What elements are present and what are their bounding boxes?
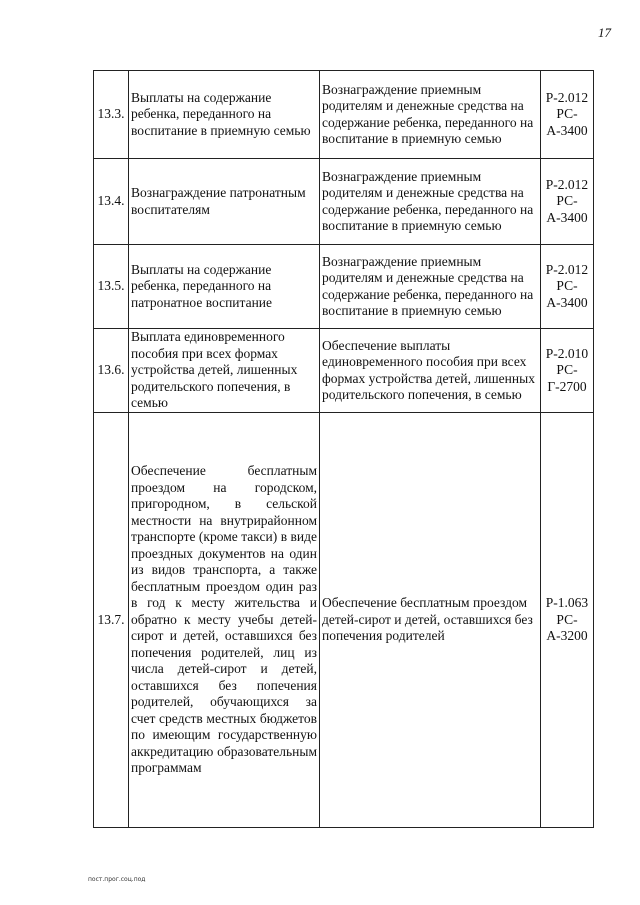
service-code: Р-2.012 РС-А-3400: [541, 71, 594, 159]
row-number: 13.4.: [94, 159, 129, 245]
service-name: Выплаты на содержание ребенка, переданного на воспитание в приемную семью: [129, 71, 320, 159]
service-result: Вознаграждение приемным родителям и денежные средства на содержание ребенка, переданного на воспитание в приемную семью: [320, 159, 541, 245]
service-result: Обеспечение бесплатным проездом детей-сирот и детей, оставшихся без попечения родителей: [320, 413, 541, 828]
table-row: [94, 159, 594, 245]
service-name: Вознаграждение патронатным воспитателям: [129, 159, 320, 245]
row-number: 13.5.: [94, 245, 129, 329]
table-row: [94, 71, 594, 159]
service-code: Р-1.063 РС-А-3200: [541, 413, 594, 828]
row-number: 13.3.: [94, 71, 129, 159]
service-code: Р-2.010 РС-Г-2700: [541, 329, 594, 413]
service-code: Р-2.012 РС-А-3400: [541, 159, 594, 245]
service-name: Выплаты на содержание ребенка, переданного на патронатное воспитание: [129, 245, 320, 329]
row-number: 13.6.: [94, 329, 129, 413]
table-row: [94, 413, 594, 828]
row-number: 13.7.: [94, 413, 129, 828]
service-result: Вознаграждение приемным родителям и денежные средства на содержание ребенка, переданного на воспитание в приемную семью: [320, 245, 541, 329]
service-code: Р-2.012 РС-А-3400: [541, 245, 594, 329]
service-result: Обеспечение выплаты единовременного пособия при всех формах устройства детей, лишенных родительского попечения, в семью: [320, 329, 541, 413]
page-number: 17: [598, 25, 611, 40]
service-name: Выплата единовременного пособия при всех формах устройства детей, лишенных родительского попечения, в семью: [129, 329, 320, 413]
table-row: [94, 245, 594, 329]
service-result: Вознаграждение приемным родителям и денежные средства на содержание ребенка, переданного на воспитание в приемную семью: [320, 71, 541, 159]
services-table: [93, 70, 594, 828]
table-row: [94, 329, 594, 413]
footer-file-label: пост.прог.соц.под: [88, 876, 146, 883]
service-name: Обеспечение бесплатным проездом на городском, пригородном, в сельской местности на внутрирайонном транспорте (кроме такси) в виде проездных документов на один из видов транспорта, а также бесплатным проездом один раз в год к месту жительства и обратно к месту учебы детей-сирот и детей, оставшихся без попечения родителей, лиц из числа детей-сирот и детей, оставшихся без попечения родителей, обучающихся за счет средств местных бюджетов по имеющим государственную аккредитацию образовательным программам: [129, 413, 320, 828]
